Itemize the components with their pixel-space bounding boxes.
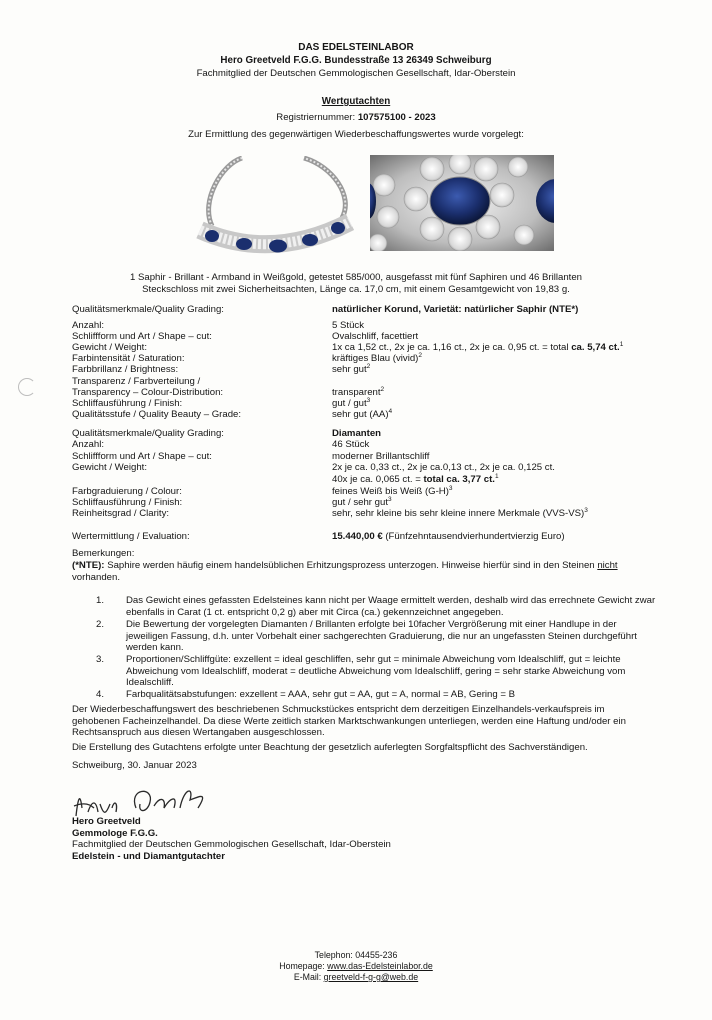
signatory-title: Edelstein - und Diamantgutachter bbox=[72, 851, 225, 863]
signatory-membership: Fachmitglied der Deutschen Gemmologischen Gesellschaft, Idar-Oberstein bbox=[72, 839, 391, 851]
diamond-finish-value: gut / sehr gut$^3$ bbox=[332, 495, 392, 508]
registration-value: 107575100 - 2023 bbox=[357, 112, 436, 123]
footer-homepage: Homepage: www.das-Edelsteinlabor.de bbox=[279, 961, 433, 971]
footer-email: E-Mail: greetveld-f-g-g@web.de bbox=[293, 972, 419, 982]
item-description bbox=[0, 272, 712, 295]
place-date: Schweiburg, 30. Januar 2023 bbox=[72, 760, 197, 771]
diamond-finish-label: Schliffausführung / Finish: bbox=[72, 497, 183, 508]
sapphire-finish-label: Schliffausführung / Finish: bbox=[72, 398, 183, 409]
sapphire-transparency-value: transparent$^2$ bbox=[332, 385, 385, 398]
sapphire-grading-label: Qualitätsmerkmale/Quality Grading: bbox=[72, 304, 224, 315]
appraisal-document: DAS EDELSTEINLABOR Hero Greetveld F.G.G. Bundesstraße 13 26349 Schweiburg Fachmitglied der Deutschen Gemmologischen Gesellschaft, Idar-Oberstein Wertgutachten Registriernummer: 107575100 - 2023 Zur Ermittlung des gegenwärtigen Wiederbeschaffungswertes wurde vorgelegt: 1 Saphir - Brillant - Armband in Weißgold, getestet 585/000, ausgefasst mit fünf Saphiren und 46 Brillanten Steckschloss mit zwei Sicherheitsachten, Länge ca. 17,0 cm, mit einem Gesamtgewicht von 19,83 g. Qualitätsmerkmale/Quality Grading: natürlicher Korund, Varietät: natürlicher Saphir (NTE*) Anzahl: 5 Stück Schliffform und Art / Shape – cut: Ovalschliff, facettiert Gewicht / Weight: 1x ca 1,52 ct., 2x je ca. 1,16 ct., 2x je ca. 0,95 ct. = total ca. 5,74 ct.$^1$ Farbintensität / Saturation: kräftiges Blau (vivid)$^2$ Farbbrillanz / Brightness: sehr gut$^2$ Transparenz / Farbverteilung / Transparency – Colour-Distribution: transparent$^2$ Schliffausführung / Finish: gut / gut$^3$ Qualitätsstufe / Quality Beauty – Grade: sehr gut (AA)$^4$ Qualitätsmerkmale/Quality Grading: Diamanten Anzahl: 46 Stück Schliffform und Art / Shape – cut: moderner Brillantschliff Gewicht / Weight: 2x je ca. 0,33 ct., 2x je ca.0,13 ct., 2x je ca. 0,125 ct. 40x je ca. 0,065 ct. = total ca. 3,77 ct.$^1$ Farbgraduierung / Colour: feines Weiß bis Weiß $(G-H)^3$ Schliffausführung / Finish: gut / sehr gut$^3$ Reinheitsgrad / Clarity: sehr, sehr kleine bis sehr kleine innere Merkmale $(VVS-VS)^3$ Wertermittlung / Evaluation: 15.440,00 € (Fünfzehntausendvierhundertvierzig Euro) Bemerkungen: (*NTE): Saphire werden häufig einem handelsüblichen Erhitzungsprozess unterzogen. Hinweise hierfür sind in den Steinen nicht vorhanden. 1. Das Gewicht eines gefassten Edelsteines kann nicht per Waage ermittelt werden, deshalb wird das errechnete Gewicht zwar ebenfalls in Carat (1 ct. entspricht 0,2 g) aber mit Circa (ca.) gekennzeichnet angegeben. 2. Die Bewertung der vorgelegten Diamanten / Brillanten erfolgte bei 10facher Vergrößerung mit einer Handlupe in der jeweiligen Fassung, d.h. unter Vorbehalt einer sachgerechten Graduierung, die nur an ungefassten Steinen durchgeführt werden kann. 3. Proportionen/Schliffgüte: exzellent = ideal geschliffen, sehr gut = minimale Abweichung vom Idealschliff, gut = leichte Abweichung vom Idealschliff, moderat = deutliche Abweichung vom Idealschliff, gering = sehr starke Abweichung vom Idealschliff. 4. Farbqualitätsabstufungen: exzellent = AAA, sehr gut = AA, gut = A, normal = AB, Gering = B Der Wiederbeschaffungswert des beschriebenen Schmuckstückes entspricht dem derzeitigen Einzelhandels-verkaufspreis im gehobenen Facheinzelhandel. Da diese Werte zeitlich starken Marktschwankungen unterliegen, werden eine Haftung und/oder ein Rechtsanspruch aus diesen Wertangaben ausgeschlossen. Die Erstellung des Gutachtens erfolgte unter Beachtung der gesetzlich auferlegten Sorgfaltspflicht des Sachverständigen. Schweiburg, 30. Januar 2023 Hero Greetveld Gemmologe F.G.G. Fachmitglied der Deutschen Gemmologischen Gesellschaft, Idar-Oberstein Edelstein - und Diamantgutachter Telephon: 04455-236 Homepage: www.das-Edelsteinlabor.de E-Mail: greetveld-f-g-g@web.de bbox=[0, 0, 712, 1020]
sapphire-weight-value: 1x ca 1,52 ct., 2x je ca. 1,16 ct., 2x je ca. 0,95 ct. = total ca. 5,74 ct.$^1$ bbox=[332, 340, 624, 353]
bracelet-overview-photo bbox=[182, 156, 362, 254]
diamond-grading-value: Diamanten bbox=[332, 428, 382, 439]
diamond-count-label: Anzahl: bbox=[72, 439, 104, 450]
closing-paragraph-1: Der Wiederbeschaffungswert des beschriebenen Schmuckstückes entspricht dem derzeitigen Einzelhandels-verkaufspreis im gehobenen Facheinzelhandel. Da diese Werte zeitlich starken Marktschwankungen unterliegen, werden eine Haftung und/oder ein Rechtsanspruch aus diesen Wertangaben ausgeschlossen. bbox=[72, 704, 626, 739]
sapphire-finish-value: gut / gut$^3$ bbox=[332, 396, 371, 409]
diamond-clarity-label: Reinheitsgrad / Clarity: bbox=[72, 508, 170, 519]
diamond-cut-label: Schliffform und Art / Shape – cut: bbox=[72, 451, 212, 462]
registration-number bbox=[0, 112, 712, 124]
evaluation-label: Wertermittlung / Evaluation: bbox=[72, 531, 190, 542]
sapphire-beauty-value: sehr gut (AA)$^4$ bbox=[332, 407, 393, 420]
sapphire-count-label: Anzahl: bbox=[72, 320, 104, 331]
sapphire-transparency-label-1: Transparenz / Farbverteilung / bbox=[72, 376, 201, 387]
homepage-link[interactable]: www.das-Edelsteinlabor.de bbox=[327, 961, 433, 971]
sapphire-cut-label: Schliffform und Art / Shape – cut: bbox=[72, 331, 212, 342]
diamond-cut-value: moderner Brillantschliff bbox=[332, 451, 430, 462]
footer-phone: Telephon: 04455-236 bbox=[314, 950, 398, 960]
registration-label: Registriernummer: bbox=[276, 112, 356, 123]
item-description-line-2: Steckschloss mit zwei Sicherheitsachten, Länge ca. 17,0 cm, mit einem Gesamtgewicht von 19,83 g. bbox=[142, 283, 570, 295]
remarks-nte: (*NTE): Saphire werden häufig einem handelsüblichen Erhitzungsprozess unterzogen. Hinweise hierfür sind in den Steinen nicht vorhanden. bbox=[72, 560, 618, 583]
sapphire-count-value: 5 Stück bbox=[332, 320, 364, 331]
lab-address: Hero Greetveld F.G.G. Bundesstraße 13 26349 Schweiburg bbox=[220, 55, 492, 66]
document-title: Wertgutachten bbox=[321, 96, 391, 107]
lab-membership: Fachmitglied der Deutschen Gemmologischen Gesellschaft, Idar-Oberstein bbox=[196, 68, 516, 79]
sapphire-weight-label: Gewicht / Weight: bbox=[72, 342, 148, 353]
diamond-colour-value: feines Weiß bis Weiß $(G-H)^3$ bbox=[332, 484, 453, 497]
sapphire-brightness-value: sehr gut$^2$ bbox=[332, 362, 371, 375]
evaluation-value: 15.440,00 € (Fünfzehntausendvierhundertvierzig Euro) bbox=[332, 531, 565, 542]
sapphire-grading-value: natürlicher Korund, Varietät: natürlicher Saphir (NTE*) bbox=[332, 304, 579, 315]
signatory-block bbox=[72, 816, 652, 863]
signatory-role: Gemmologe F.G.G. bbox=[72, 827, 158, 839]
diamond-weight-value-1: 2x je ca. 0,33 ct., 2x je ca.0,13 ct., 2x je ca. 0,125 ct. bbox=[332, 462, 555, 473]
closing-paragraph-2: Die Erstellung des Gutachtens erfolgte unter Beachtung der gesetzlich auferlegten Sorgfaltspflicht des Sachverständigen. bbox=[72, 742, 588, 753]
signatory-name: Hero Greetveld bbox=[72, 816, 141, 827]
email-link[interactable]: greetveld-f-g-g@web.de bbox=[323, 972, 419, 982]
sapphire-saturation-label: Farbintensität / Saturation: bbox=[72, 353, 185, 364]
remarks-heading: Bemerkungen: bbox=[72, 548, 135, 559]
item-description-line-1: 1 Saphir - Brillant - Armband in Weißgold, getestet 585/000, ausgefasst mit fünf Saphiren und 46 Brillanten bbox=[129, 272, 583, 283]
diamond-clarity-value: sehr, sehr kleine bis sehr kleine innere Merkmale $(VVS-VS)^3$ bbox=[332, 506, 588, 519]
punch-hole-mark bbox=[18, 378, 36, 396]
sapphire-cut-value: Ovalschliff, facettiert bbox=[332, 331, 419, 342]
diamond-colour-label: Farbgraduierung / Colour: bbox=[72, 486, 182, 497]
sapphire-transparency-label-2: Transparency – Colour-Distribution: bbox=[72, 387, 224, 398]
sapphire-saturation-value: kräftiges Blau (vivid)$^2$ bbox=[332, 351, 422, 364]
intro-text: Zur Ermittlung des gegenwärtigen Wiederbeschaffungswertes wurde vorgelegt: bbox=[188, 129, 524, 140]
diamond-weight-value-2: 40x je ca. 0,065 ct. = total ca. 3,77 ct.$^1$ bbox=[332, 472, 499, 485]
diamond-weight-label: Gewicht / Weight: bbox=[72, 462, 148, 473]
lab-name: DAS EDELSTEINLABOR bbox=[298, 42, 414, 53]
diamond-count-value: 46 Stück bbox=[332, 439, 370, 450]
bracelet-closeup-photo bbox=[370, 155, 554, 251]
sapphire-brightness-label: Farbbrillanz / Brightness: bbox=[72, 364, 179, 375]
sapphire-beauty-label: Qualitätsstufe / Quality Beauty – Grade: bbox=[72, 409, 242, 420]
diamond-grading-label: Qualitätsmerkmale/Quality Grading: bbox=[72, 428, 224, 439]
